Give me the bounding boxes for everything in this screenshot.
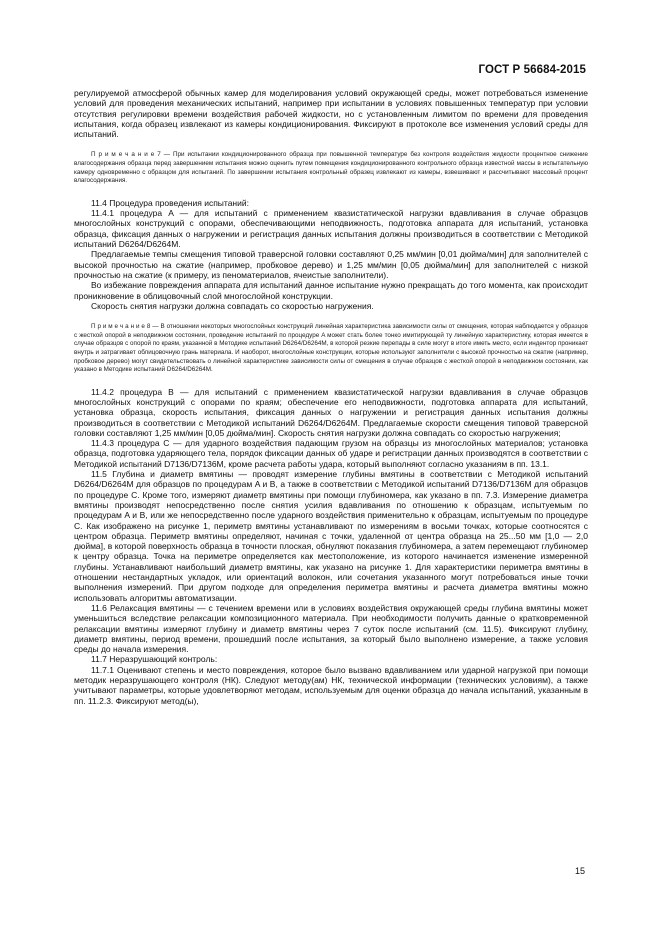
section-11-4-heading: 11.4 Процедура проведения испытаний: xyxy=(91,197,249,208)
clause-11-5: 11.5 Глубина и диаметр вмятины — проводят измерение глубины вмятины в соответствии с Методикой испытаний D6264/D6264M для образцов по процедурам A и B, а также в соответствии с Методикой испытаний D7136/D7136M для образцов по процедуре C. Кроме того, измеряют диаметр вмятины при помощи глубиномера, как указано в пп. 7.3. Измерение диаметра вмятины производят непосредственно после снятия усилия вдавливания по отношению к образцам, испытуемым по процедурам A и B, или же непосредственно после ударного воздействия применительно к образцам, испытуемым по процедуре C. Как изображено на рисунке 1, периметр вмятины устанавливают по измерениям в восьми точках, которые соотносятся с центром образца. Периметр вмятины определяют, начиная с точки, удаленной от центра образца на 25...50 мм [1,0 — 2,0 дюйма], в которой поверхность образца в точности плоская, обнуляют показания глубиномера, а затем перемещают глубиномер к центру образца. Точка на периметре определяется как местоположение, из которого начинается изменение измеренной глубины. Устанавливают наибольший диаметр вмятины, как указано на рисунке 1. Для характеристики периметра вмятины в отношении нестандартных укладок, или ориентаций волокон, или сочетания указанного могут потребоваться иные точки выполнения измерений. При другом подходе для определения периметра вмятины и расчета диаметра вмятины можно использовать алгоритмы автоматизации. xyxy=(74,469,588,603)
note-8: П р и м е ч а н и е 8 — В отношении некоторых многослойных конструкций линейная характеристика зависимости силы от смещения, которая наблюдается у образцов с жесткой опорой в неподвижном состоянии, проведение испытаний по процедуре A может стать более тонко имитирующей ту линейную характеристику, которая имеется в случае образцов с опорой по краям, указанной в Методике испытаний D6264/D6264M, в которой резкие перепады в силе могут в итоге иметь место, если индентор проникает внутрь и затрагивает облицовочную грань материала. И наоборот, многослойные конструкции, которые используют заполнители с высокой прочностью на сжатие (например, пробковое дерево) могут свидетельствовать о линейной характеристике зависимости силы от смещения в случае образцов с жесткой опорой в неподвижном состоянии, как указано в Методике испытаний D6264/D6264M. xyxy=(74,323,588,374)
clause-11-7-1: 11.7.1 Оценивают степень и место повреждения, которое было вызвано вдавливанием или ударной нагрузкой при помощи методик неразрушающего контроля (НК). Следуют методу(ам) НК, технической информации (технических условиям), а также учитывают параметры, которые удовлетворяют методам, используемым для оценки образца до начала испытаний, указанным в пп. 11.2.3. Фиксируют метод(ы), xyxy=(74,664,588,706)
standard-header: ГОСТ Р 56684-2015 xyxy=(478,64,586,76)
document-body xyxy=(74,88,588,706)
clause-11-4-3: 11.4.3 процедура C — для ударного воздействия падающим грузом на образцы из многослойных материалов; установка образца, подготовка ударяющего тела, порядок фиксации данных об ударе и регистрации данных производятся в соответствии с Методикой испытаний D7136/D7136M, кроме расчета работы удара, который выполняют согласно указаниям в пп. 13.1. xyxy=(74,438,588,469)
note-7: П р и м е ч а н и е 7 — При испытании кондиционированного образца при повышенной температуре без контроля воздействия жидкости процентное снижение влагосодержания образца перед завершением испытания можно оценить путем помещения кондиционированного контрольного образца известной массы в испытательную камеру одновременно с образцом для испытаний. По завершении испытания контрольный образец извлекают из камеры, взвешивают и рассчитывают массовый процент влагосодержания. xyxy=(74,151,588,185)
clause-11-4-1: 11.4.1 процедура A — для испытаний с применением квазистатической нагрузки вдавливания в случае образцов многослойных конструкций с опорами, обеспечивающими неподвижность, подготовка аппарата для испытаний, установка образца, фиксация данных о нагружении и регистрация данных испытания должны производиться в соответствии с Методикой испытаний D6264/D6264M. xyxy=(74,208,588,250)
page-number: 15 xyxy=(574,866,585,876)
clause-11-6: 11.6 Релаксация вмятины — с течением времени или в условиях воздействия окружающей среды глубина вмятины может уменьшиться вследствие релаксации композиционного материала. При необходимости получить данные о кратковременной релаксации вмятины измеряют глубину и диаметр вмятины через 7 суток после испытаний (см. 11.5). Фиксируют глубину, диаметр вмятины, период времени, прошедший после испытания, за который было выполнено измерение, а также условия среды до начала измерения. xyxy=(74,602,588,655)
paragraph-continuation: регулируемой атмосферой обычных камер для моделирования условий окружающей среды, может потребоваться изменение условий для проведения механических испытаний, например при испытании в условиях повышенных температур при условии отсутствия регулировки времени воздействия рабочей жидкости, но с установленным лимитом по времени для проведения испытания, когда образец извлекают из камеры кондиционирования. Фиксируют в протоколе все изменения условий среды для испытаний. xyxy=(74,88,588,140)
clause-11-4-2: 11.4.2 процедура B — для испытаний с применением квазистатической нагрузки вдавливания в случае образцов многослойных конструкций с опорами по краям; обеспечение его неподвижности, подготовка аппарата для испытаний, установка образца, скорость испытания, фиксация данных о нагружении и регистрация данных испытания должны производиться в соответствии с Методикой испытаний D6264/D6264M. Предлагаемые скорости смещения типовой траверсной головки составляют 1,25 мм/мин [0,05 дюйма/мин]. Скорость снятия нагрузки должна совпадать со скоростью нагружения; xyxy=(74,386,588,438)
paragraph-avoid-damage: Во избежание повреждения аппарата для испытаний данное испытание нужно прекращать до того момента, как происходит проникновение в облицовочный слой многослойной конструкции. xyxy=(74,280,588,301)
paragraph-displacement-rates: Предлагаемые темпы смещения типовой траверсной головки составляют 0,25 мм/мин [0,01 дюйма/мин] для заполнителей с высокой прочностью на сжатие (например, пробковое дерево) и 1,25 мм/мин [0,05 дюйма/мин] для заполнителей с низкой прочностью на сжатие (к примеру, из пеноматериалов, ячеистые заполнители). xyxy=(74,249,588,280)
paragraph-unload-rate: Скорость снятия нагрузки должна совпадать со скоростью нагружения. xyxy=(91,300,374,311)
section-11-7-heading: 11.7 Неразрушающий контроль: xyxy=(91,654,218,665)
